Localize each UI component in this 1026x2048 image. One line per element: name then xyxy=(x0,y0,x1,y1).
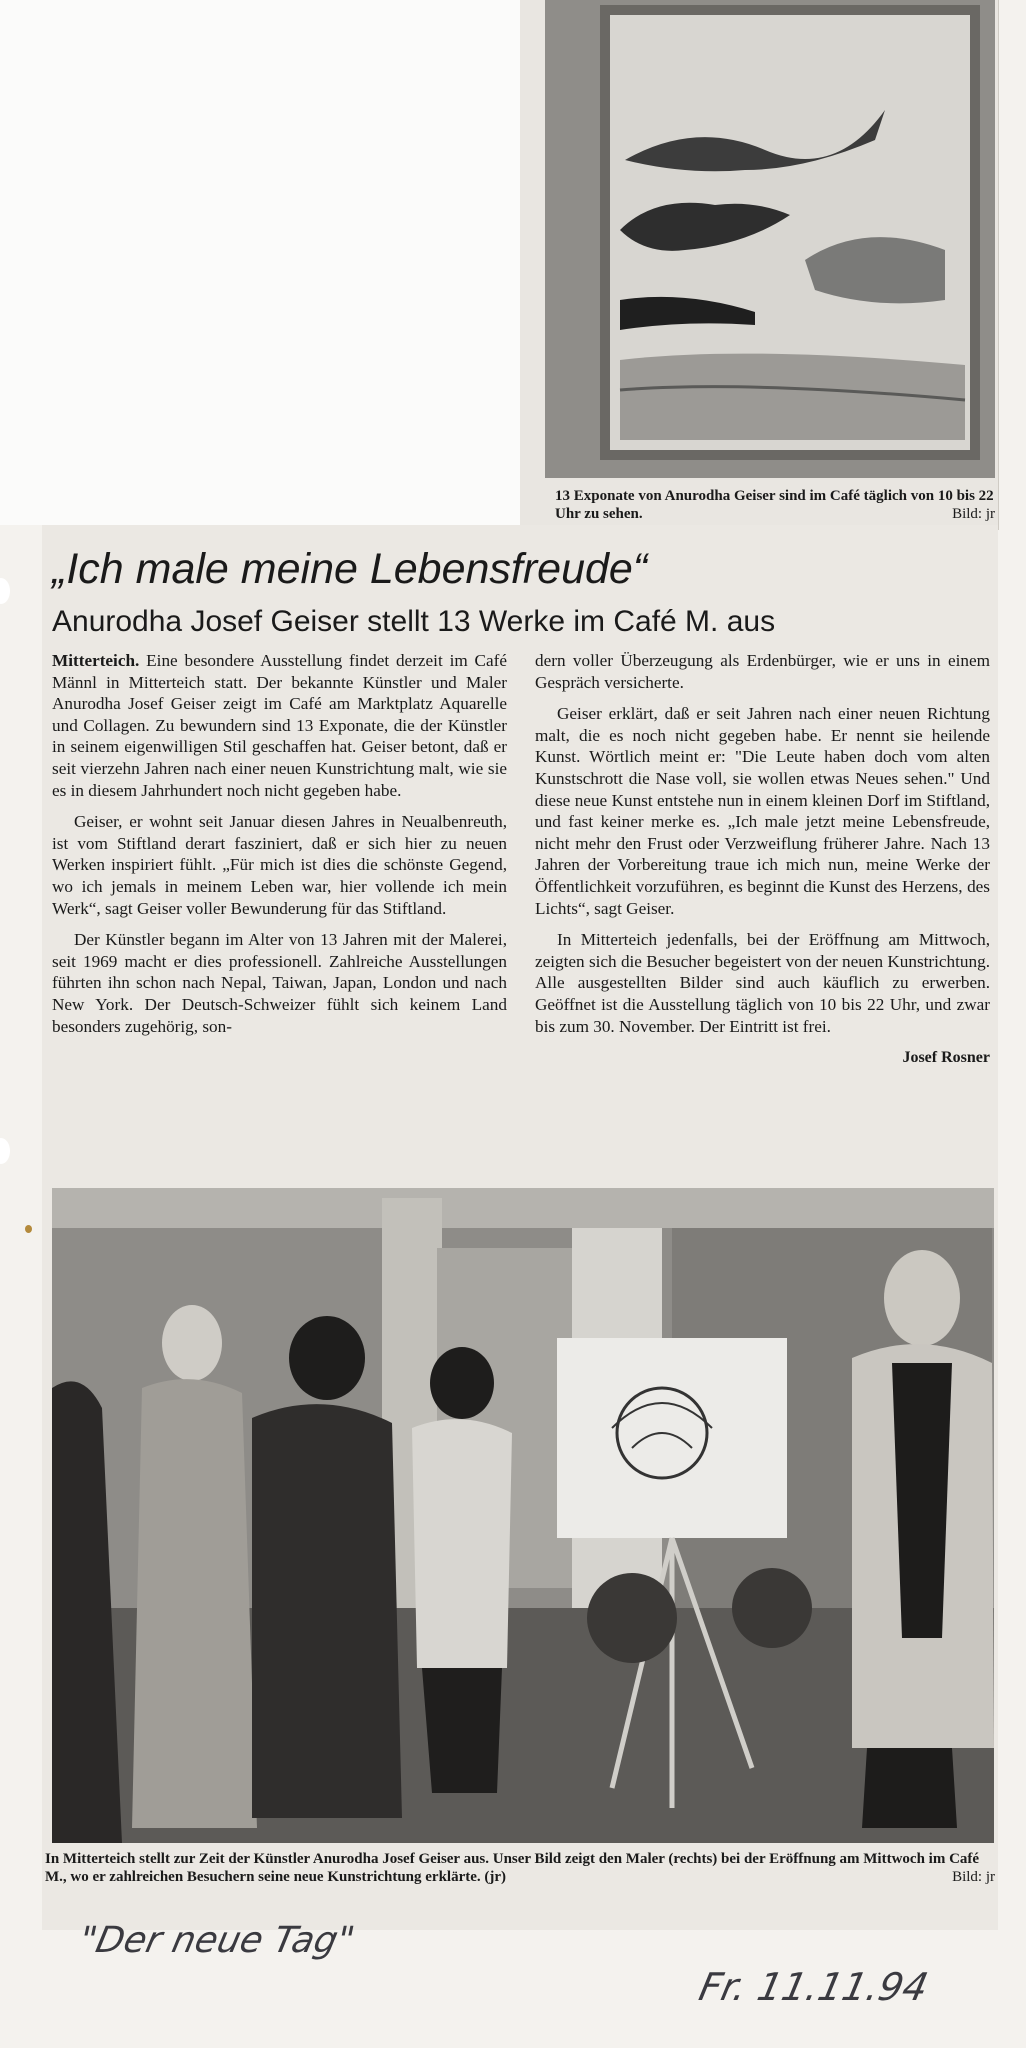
punch-hole xyxy=(0,578,10,604)
dateline: Mitterteich. xyxy=(52,651,140,670)
photo-credit: Bild: jr xyxy=(952,1869,995,1885)
article-column-2 xyxy=(535,650,990,1069)
photo-credit: Bild: jr xyxy=(952,506,995,522)
paragraph: Geiser, er wohnt seit Januar diesen Jahres in Neualbenreuth, ist vom Stiftland derart fasziniert, daß er sich hier zu neuen Werken inspiriert fühlt. „Für mich ist dies die schönste Gegend, wo ich jemals in meinem Leben war, hier vollende ich mein Werk“, sagt Geiser voller Bewunderung für das Stiftland. xyxy=(52,812,507,918)
event-photo xyxy=(52,1188,994,1843)
photo-caption-top xyxy=(555,487,995,523)
painting-photo xyxy=(545,0,995,478)
paragraph: Geiser erklärt, daß er seit Jahren nach einer neuen Richtung malt, die es noch nicht gegeben habe. Er nennt sie heilende Kunst. Wörtlich meint er: "Die Leute haben doch vom alten Kunstschrott die Nase voll, sie wollen etwas Neues sehen." Und diese neue Kunst entstehe nun in einem kleinen Dorf im Stiftland, und fast keiner merke es. „Ich male jetzt meine Lebensfreude, nicht mehr den Frust oder Verzweiflung früherer Jahre. Nach 13 Jahren der Vorbereitung traue ich mich nun, meine Werke der Öffentlichkeit vorzuführen, es beginnt die Kunst des Herzens, des Lichts“, sagt Geiser. xyxy=(535,704,990,918)
paragraph: In Mitterteich jedenfalls, bei der Eröffnung am Mittwoch, zeigten sich die Besucher begeistert von der neuen Kunstrichtung. Alle ausgestellten Bilder sind auch käuflich zu erwerben. Geöffnet ist die Ausstellung täglich von 10 bis 22 Uhr, und zwar bis zum 30. November. Der Eintritt ist frei. xyxy=(535,930,990,1036)
handwritten-source: "Der neue Tag" xyxy=(75,1920,359,1961)
paragraph xyxy=(52,650,507,801)
caption-text: In Mitterteich stellt zur Zeit der Künstler Anurodha Josef Geiser aus. Unser Bild zeigt den Maler (rechts) bei der Eröffnung am Mittwoch im Café M., wo er zahlreichen Besuchern seine neue Kunstrichtung erklärte. (jr) xyxy=(45,1851,980,1885)
paragraph-text: Eine besondere Ausstellung findet derzeit im Café Männl in Mitterteich statt. Der bekannte Künstler und Maler Anurodha Josef Geiser zeigt im Café am Marktplatz Aquarelle und Collagen. Zu bewundern sind 13 Exponate, die der Künstler in seinem eigenwilligen Stil geschaffen hat. Geiser betont, daß er seit vierzehn Jahren nach einer neuen Kunstrichtung malt, wie sie es in diesem Jahrhundert noch nicht gegeben habe. xyxy=(52,651,507,800)
headline: „Ich male meine Lebensfreude“ xyxy=(52,545,648,593)
caption-text: 13 Exponate von Anurodha Geiser sind im Café täglich von 10 bis 22 Uhr zu sehen. xyxy=(555,488,994,522)
paragraph: dern voller Überzeugung als Erdenbürger, wie er uns in einem Gespräch versicherte. xyxy=(535,651,990,692)
handwritten-date: Fr. 11.11.94 xyxy=(695,1965,933,2009)
photo-caption-bottom xyxy=(45,1850,995,1886)
article-column-1 xyxy=(52,650,507,1047)
subheadline: Anurodha Josef Geiser stellt 13 Werke im Café M. aus xyxy=(52,605,776,638)
paragraph: Der Künstler begann im Alter von 13 Jahren mit der Malerei, seit 1969 macht er dies professionell. Zahlreiche Ausstellungen führten ihn schon nach Nepal, Taiwan, Japan, London und nach New York. Der Deutsch-Schweizer fühlt sich keinem Land besonders zugehörig, son- xyxy=(52,930,507,1036)
author-byline: Josef Rosner xyxy=(902,1049,990,1067)
blank-paper-area xyxy=(0,0,520,525)
punch-hole xyxy=(0,1138,10,1164)
stain-spot xyxy=(25,1225,32,1233)
